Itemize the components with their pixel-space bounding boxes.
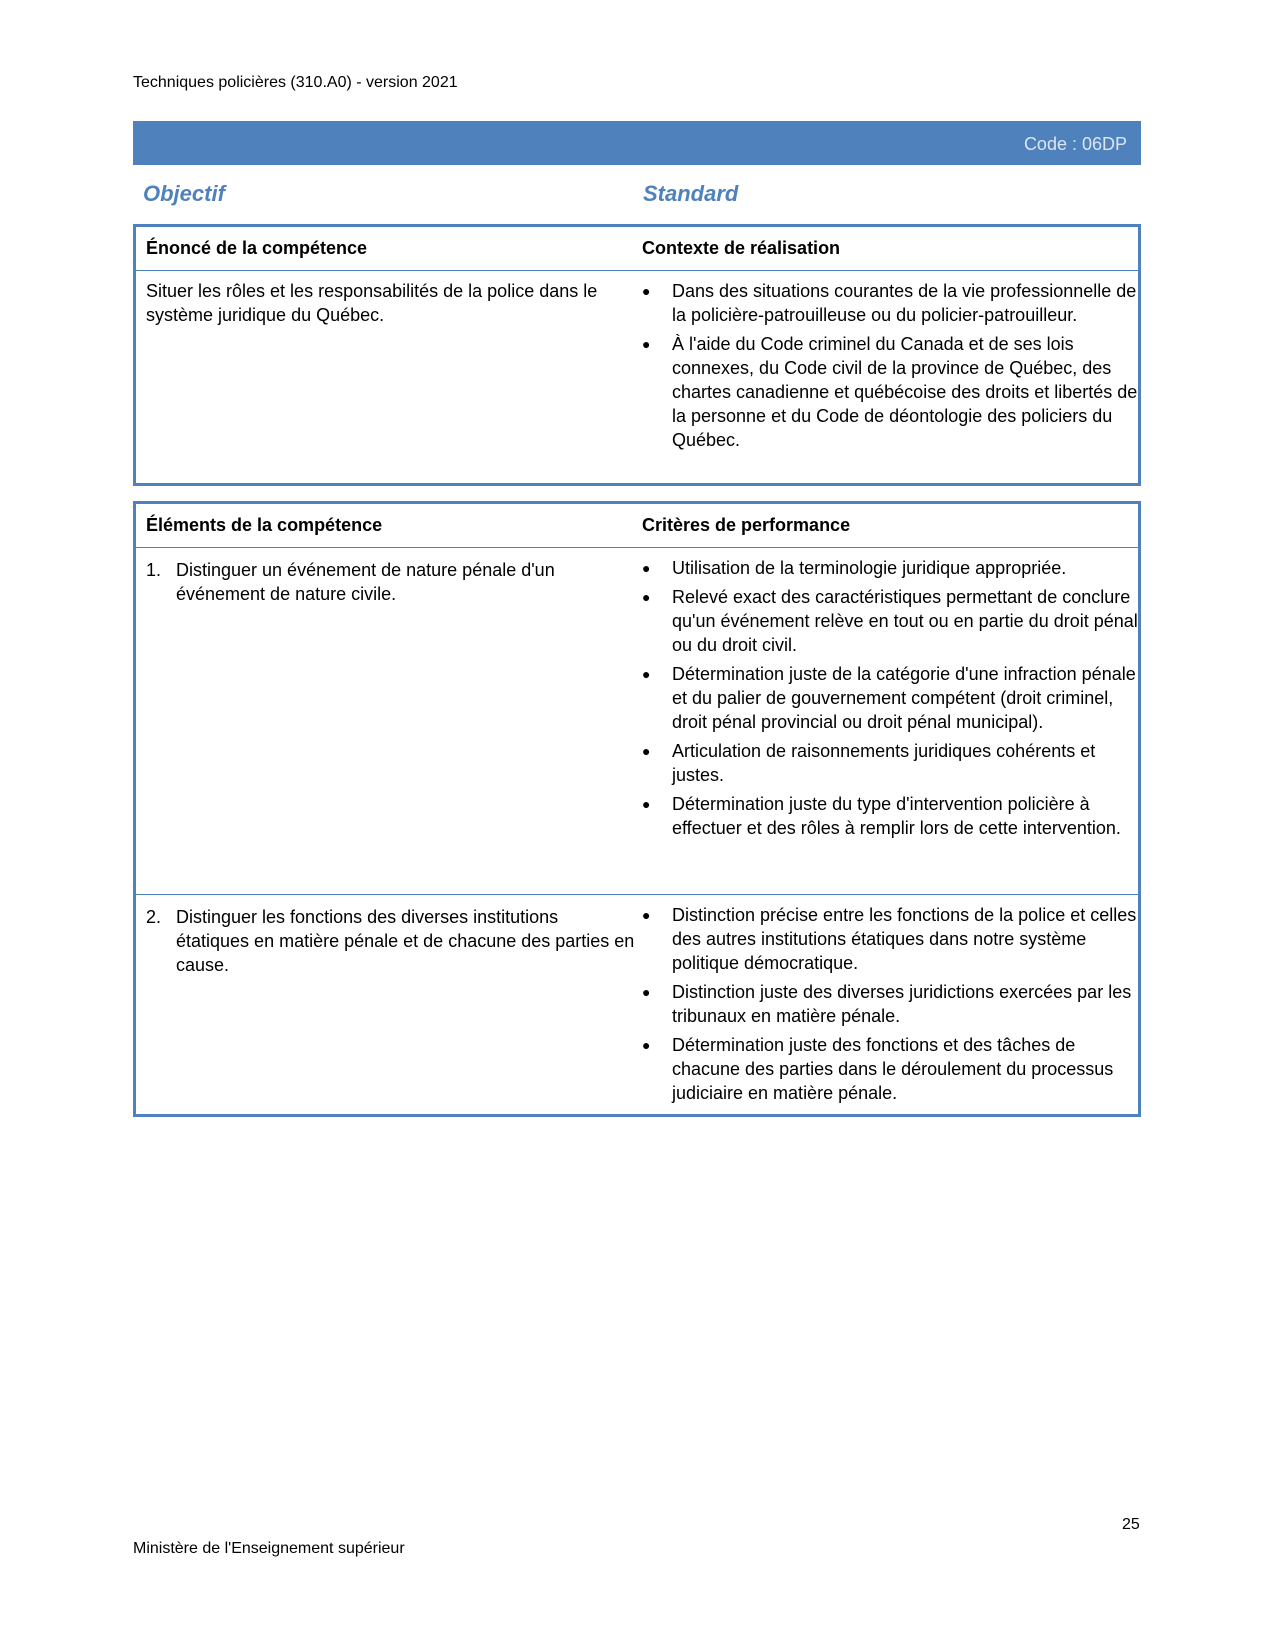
context-item: Dans des situations courantes de la vie professionnelle de la policière-patrouilleuse ou du policier-patrouilleur. [672,281,1137,325]
statement-header: Énoncé de la compétence [146,238,368,258]
code-label: Code : 06DP [1023,134,1127,154]
table-row [136,895,1138,1105]
footer-ministry: Ministère de l'Enseignement supérieur [133,1540,405,1557]
code-bar [133,121,1141,165]
objective-title: Objectif [143,181,225,206]
list-item [642,332,1138,452]
list-item [642,1033,1138,1105]
criterion: Relevé exact des caractéristiques permettant de conclure qu'un événement relève en tout ou en partie du droit pénal ou du droit civil. [672,587,1138,655]
standard-title: Standard [643,181,739,206]
criterion: Distinction juste des diverses juridictions exercées par les tribunaux en matière pénale. [672,982,1132,1026]
elements-header: Éléments de la compétence [146,515,383,535]
element-number: 2. [146,907,162,927]
element-text: Distinguer un événement de nature pénale d'un événement de nature civile. [176,560,555,604]
criterion: Articulation de raisonnements juridiques cohérents et justes. [672,741,1096,785]
criterion: Détermination juste des fonctions et des tâches de chacune des parties dans le déroulement du processus judiciaire en matière pénale. [672,1035,1114,1103]
bullet-icon: ● [642,984,651,1000]
context-header: Contexte de réalisation [642,238,841,258]
bullet-icon: ● [642,283,651,299]
list-item [642,739,1138,787]
element-item [146,548,636,606]
list-item [642,279,1138,327]
context-item: À l'aide du Code criminel du Canada et de ses lois connexes, du Code civil de la province de Québec, des chartes canadienne et québécoise des droits et libertés de la personne et du Code de déontologie des policiers du Québec. [672,334,1138,450]
bullet-icon: ● [642,589,651,605]
elements-table [133,501,1141,1117]
list-item [642,556,1138,580]
competence-table [133,224,1141,486]
list-item [642,792,1138,840]
criterion: Utilisation de la terminologie juridique appropriée. [672,558,1067,578]
competence-row [136,271,1138,452]
element-text: Distinguer les fonctions des diverses institutions étatiques en matière pénale et de chacune des parties en cause. [176,907,635,975]
criteria-header: Critères de performance [642,515,851,535]
competence-statement: Situer les rôles et les responsabilités de la police dans le système juridique du Québec. [146,281,598,325]
list-item [642,980,1138,1028]
elements-table-header [136,504,1138,548]
list-item [642,903,1138,975]
running-header: Techniques policières (310.A0) - version 2021 [133,74,458,91]
context-list [642,279,1138,452]
bullet-icon: ● [642,336,651,352]
bullet-icon: ● [642,796,651,812]
criterion: Distinction précise entre les fonctions de la police et celles des autres institutions étatiques dans notre système politique démocratique. [672,905,1137,973]
competence-table-header [136,227,1138,271]
bullet-icon: ● [642,907,651,923]
bullet-icon: ● [642,560,651,576]
list-item [642,585,1138,657]
element-item [146,895,636,977]
criterion: Détermination juste du type d'intervention policière à effectuer et des rôles à remplir lors de cette intervention. [672,794,1121,838]
bullet-icon: ● [642,1037,651,1053]
table-row [136,548,1138,895]
bullet-icon: ● [642,666,651,682]
criteria-list [642,903,1138,1105]
criterion: Détermination juste de la catégorie d'une infraction pénale et du palier de gouvernement compétent (droit criminel, droit pénal provincial ou droit pénal municipal). [672,664,1136,732]
bullet-icon: ● [642,743,651,759]
page-number: 25 [1122,1516,1140,1533]
criteria-list [642,556,1138,840]
element-number: 1. [146,560,162,580]
list-item [642,662,1138,734]
